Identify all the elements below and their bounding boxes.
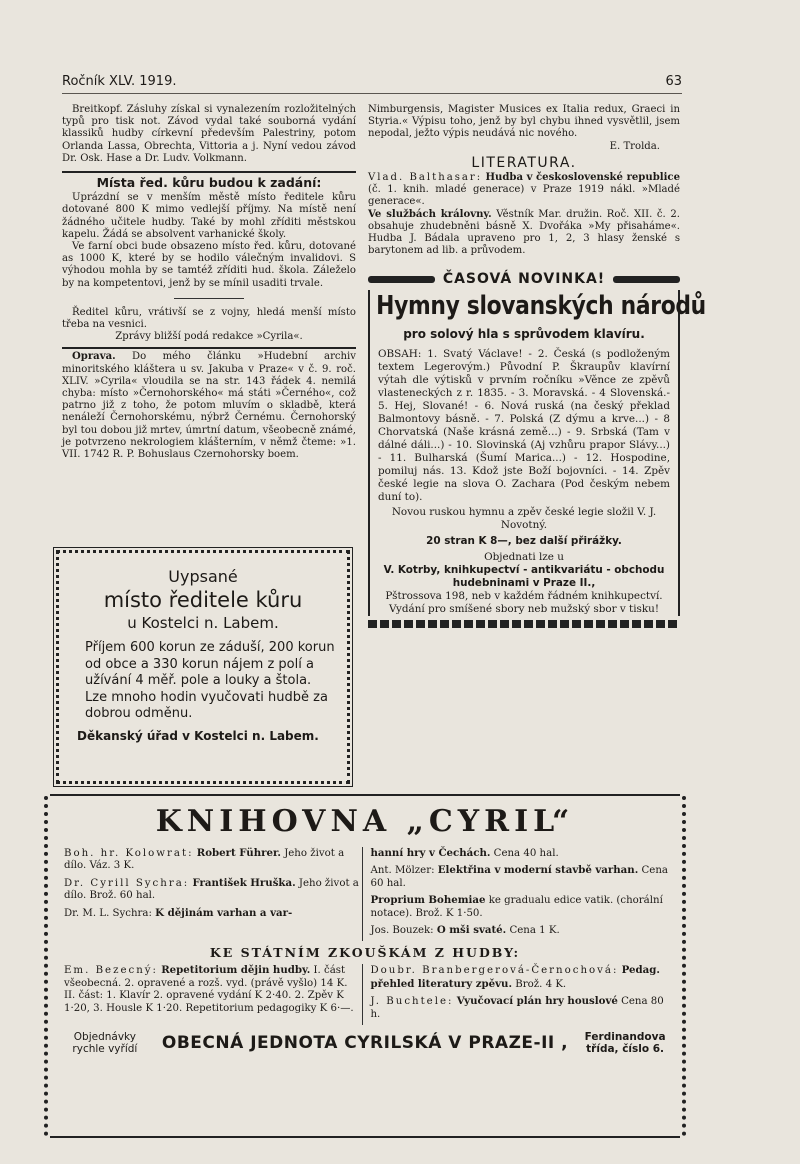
book-entry: hanní hry v Čechách. Cena 40 hal. bbox=[370, 847, 559, 859]
publisher-address: Ferdinandova třída, číslo 6. bbox=[584, 1031, 666, 1056]
library-footer bbox=[50, 1031, 680, 1055]
correction-paragraph bbox=[62, 351, 356, 461]
right-column bbox=[368, 104, 706, 628]
separator bbox=[174, 298, 244, 299]
exam-listing bbox=[64, 964, 668, 1025]
lit-title: Hudba v československé republice bbox=[485, 172, 680, 184]
exam-column-left bbox=[64, 964, 362, 1025]
novelty-choirs: Vydání pro smíšené sbory neb mužský sbor v tisku! bbox=[388, 602, 660, 615]
decorative-bar bbox=[368, 276, 435, 283]
left-column bbox=[62, 104, 356, 461]
literature-heading: LITERATURA. bbox=[471, 154, 577, 171]
vacancies-heading: Místa řed. kůru budou k zadání: bbox=[62, 171, 356, 189]
vacancy-ad-body: Příjem 600 korun ze záduší, 200 korun od obce a 330 korun nájem z polí a užívání 4 měř. pole a louky a štola. Lze mnoho hodin vyučovati hudbě za dobrou odměnu. bbox=[85, 640, 335, 721]
library-advertisement bbox=[50, 794, 680, 1138]
novelty-note: Novou ruskou hymnu a zpěv české legie složil V. J. Novotný. bbox=[391, 505, 657, 531]
lit-details-2: Věstník Mar. družin. Roč. XII. č. 2. obsahuje zhudebněni básně X. Dvořáka »My přisaháme«. Hudba J. Bádala upraveno pro 1, 2, 3 hlasy ženské s barytonem ad lib. a průvodem. bbox=[368, 208, 680, 257]
book-entry: Dr. M. L. Sychra: K dějinám varhan a var- bbox=[64, 906, 293, 919]
vacancy-ad-signature: Děkanský úřad v Kostelci n. Labem. bbox=[77, 728, 319, 743]
book-entry: Proprium Bohemiae ke gradualu edice vatik. (chorální notace). Brož. K 1·50. bbox=[370, 894, 663, 919]
page-number: 63 bbox=[665, 74, 682, 89]
library-listing bbox=[64, 847, 668, 941]
library-column-right bbox=[362, 847, 669, 941]
novelty-publisher: V. Kotrby, knihkupectví - antikvariátu - obchodu hudebninami v Praze II., bbox=[383, 563, 665, 589]
order-note: Objednávky rychle vyřídí bbox=[72, 1031, 138, 1056]
publisher-name: OBECNÁ JEDNOTA CYRILSKÁ V PRAZE-II , bbox=[161, 1033, 569, 1054]
book-entry: J. Buchtele: Vyučovací plán hry houslové Cena 80 h. bbox=[370, 995, 664, 1020]
author-signature: E. Trolda. bbox=[609, 140, 660, 152]
book-entry: Em. Bezecný: Repetitorium dějin hudby. I. část všeobecná. 2. opravené a rozš. vyd. (právě vyšlo) 14 K. II. část: 1. Klavír 2. opravené vydání K 2·40. 2. Zpěv K 1·20, 3. Housle K 1·20. Repetitorium pedagogiky K 6·—. bbox=[64, 964, 354, 1014]
editorial-note: Zprávy bližší podá redakce »Cyrila«. bbox=[115, 331, 303, 343]
novelty-address: Pštrossova 198, neb v každém řádném knihkupectví. bbox=[385, 589, 663, 602]
vacancy-advertisement bbox=[56, 550, 350, 784]
book-entry: Jos. Bouzek: O mši svaté. Cena 1 K. bbox=[370, 924, 560, 937]
volume-year: Ročník XLV. 1919. bbox=[62, 74, 177, 89]
correction-label: Oprava. bbox=[72, 351, 116, 363]
decorative-bar bbox=[613, 276, 680, 283]
lit-author: Vlad. Balthasar: bbox=[368, 172, 483, 184]
separator-rule bbox=[62, 347, 356, 349]
novelty-body bbox=[378, 348, 670, 616]
book-entry: Dr. Cyrill Sychra: František Hruška. Jeho život a dílo. Brož. 60 hal. bbox=[64, 876, 359, 902]
trolda-paragraph: Nimburgensis, Magister Musices ex Italia redux, Graeci in Styria.« Výpisu toho, jenž by byl chybu ihned vysvětlil, jsem nepodal, ježto výpis neudává nic nového. bbox=[368, 104, 680, 140]
decorative-border bbox=[368, 620, 680, 628]
novelty-contents: OBSAH: 1. Svatý Václave! - 2. Česká (s podloženým textem Legerovým.) Původní P. Škraupův klavírní výtah dle výtisků v prvním ročníku »Věnce ze zpěvů vlasteneckých z r. 1835. - 3. Moravská. - 4 Slovenská.- 5. Hej, Slované! - 6. Nová ruská (na český překlad Balmontovy básně. - 7. Polská (Z dýmu a krve...) - 8 Chorvatská (Naše krásná země...) - 9. Srbská (Tam v dálné dáli...) - 10. Slovinská (Aj vzhůru prapor Slávy...) - 11. Bulharská (Šumí Marica...) - 12. Hospodine, pomiluj nás. 13. Kdož jste Boží bojovníci. - 14. Zpěv české legie na slova O. Zachara (Pod českým nebem duní to). bbox=[378, 347, 670, 503]
exam-column-right bbox=[362, 964, 669, 1025]
novelty-advertisement bbox=[368, 290, 706, 616]
novelty-price: 20 stran K 8—, bez další přirážky. bbox=[426, 534, 622, 547]
decorative-border bbox=[677, 796, 686, 1136]
choirmaster-seeks-paragraph: Ředitel kůru, vrátivší se z vojny, hledá menší místo třeba na vesnici. bbox=[62, 306, 356, 331]
lit-details: (č. 1. knih. mladé generace) v Praze 1919 nákl. »Mladé generace«. bbox=[368, 184, 680, 208]
vacancy-ad-location: u Kostelci n. Labem. bbox=[127, 614, 279, 632]
lit-title-2: Ve službách královny. bbox=[368, 208, 492, 220]
running-head bbox=[62, 74, 682, 94]
literature-entry-2 bbox=[368, 209, 680, 258]
correction-text: Do mého článku »Hudební archiv minoritského kláštera u sv. Jakuba v Praze« v č. 9. roč. XLIV. »Cyrila« vloudila se na str. 143 řádek 4. nemilá chyba: místo »Černohorského« má státi »Černého«, což patrno již z toho, že potom mluvím o skladbě, která nenáleží Černohorskému, nýbrž Černému. Černohorský byl tou dobou již mrtev, úmrtní datum, všeobecně známé, je potvrzeno nekrologiem klášterním, v němž čteme: »1. VII. 1742 R. P. Bohuslaus Czernohorsky boem. bbox=[62, 351, 356, 461]
novelty-label: ČASOVÁ NOVINKA! bbox=[442, 271, 606, 288]
book-entry: Ant. Mölzer: Elektřina v moderní stavbě varhan. Cena 60 hal. bbox=[370, 864, 668, 889]
breitkopf-paragraph: Breitkopf. Zásluhy získal si vynalezením rozložitelných typů pro tisk not. Závod vydal také souborná vydání klassiků hudby církevní především Palestriny, potom Orlanda Lassa, Obrechta, Vittoria a j. Nyní vedou závod Dr. Osk. Hase a Dr. Ludv. Volkmann. bbox=[62, 104, 356, 164]
library-title: KNIHOVNA „CYRIL“ bbox=[155, 804, 575, 839]
vacancy-ad-line-1: Uypsané bbox=[168, 567, 238, 586]
vacancy-paragraph-2: Ve farní obci bude obsazeno místo řed. kůru, dotované as 1000 K, které by se hodilo válečným invalidovi. S výhodou mohla by se tamtéž zříditi hud. škola. Záleželo by na kompetentovi, jenž by se mínil usaditi trvale. bbox=[62, 241, 356, 289]
book-entry: Doubr. Branbergerová-Černochová: Pedag. přehled literatury zpěvu. Brož. 4 K. bbox=[370, 964, 660, 990]
novelty-title: Hymny slovanských národů bbox=[376, 290, 706, 321]
novelty-header bbox=[368, 271, 680, 288]
novelty-order: Objednati lze u bbox=[484, 550, 564, 563]
novelty-subtitle: pro solový hla s sprůvodem klavíru. bbox=[403, 326, 645, 341]
book-entry: Boh. hr. Kolowrat: Robert Führer. Jeho život a dílo. Váz. 3 K. bbox=[64, 847, 345, 872]
literature-entry-1 bbox=[368, 172, 680, 209]
decorative-border bbox=[44, 796, 53, 1136]
vacancy-paragraph-1: Uprázdní se v menším městě místo ředitele kůru dotované 800 K mimo vedlejší příjmy. Na místě není žádného učitele hudby. Také by mohl zříditi městskou kapelu. Žádá se absolvent varhanické školy. bbox=[62, 192, 356, 240]
library-column-left bbox=[64, 847, 362, 941]
vacancy-ad-title: místo ředitele kůru bbox=[103, 588, 303, 612]
exam-heading: KE STÁTNÍM ZKOUŠKÁM Z HUDBY: bbox=[209, 945, 521, 961]
